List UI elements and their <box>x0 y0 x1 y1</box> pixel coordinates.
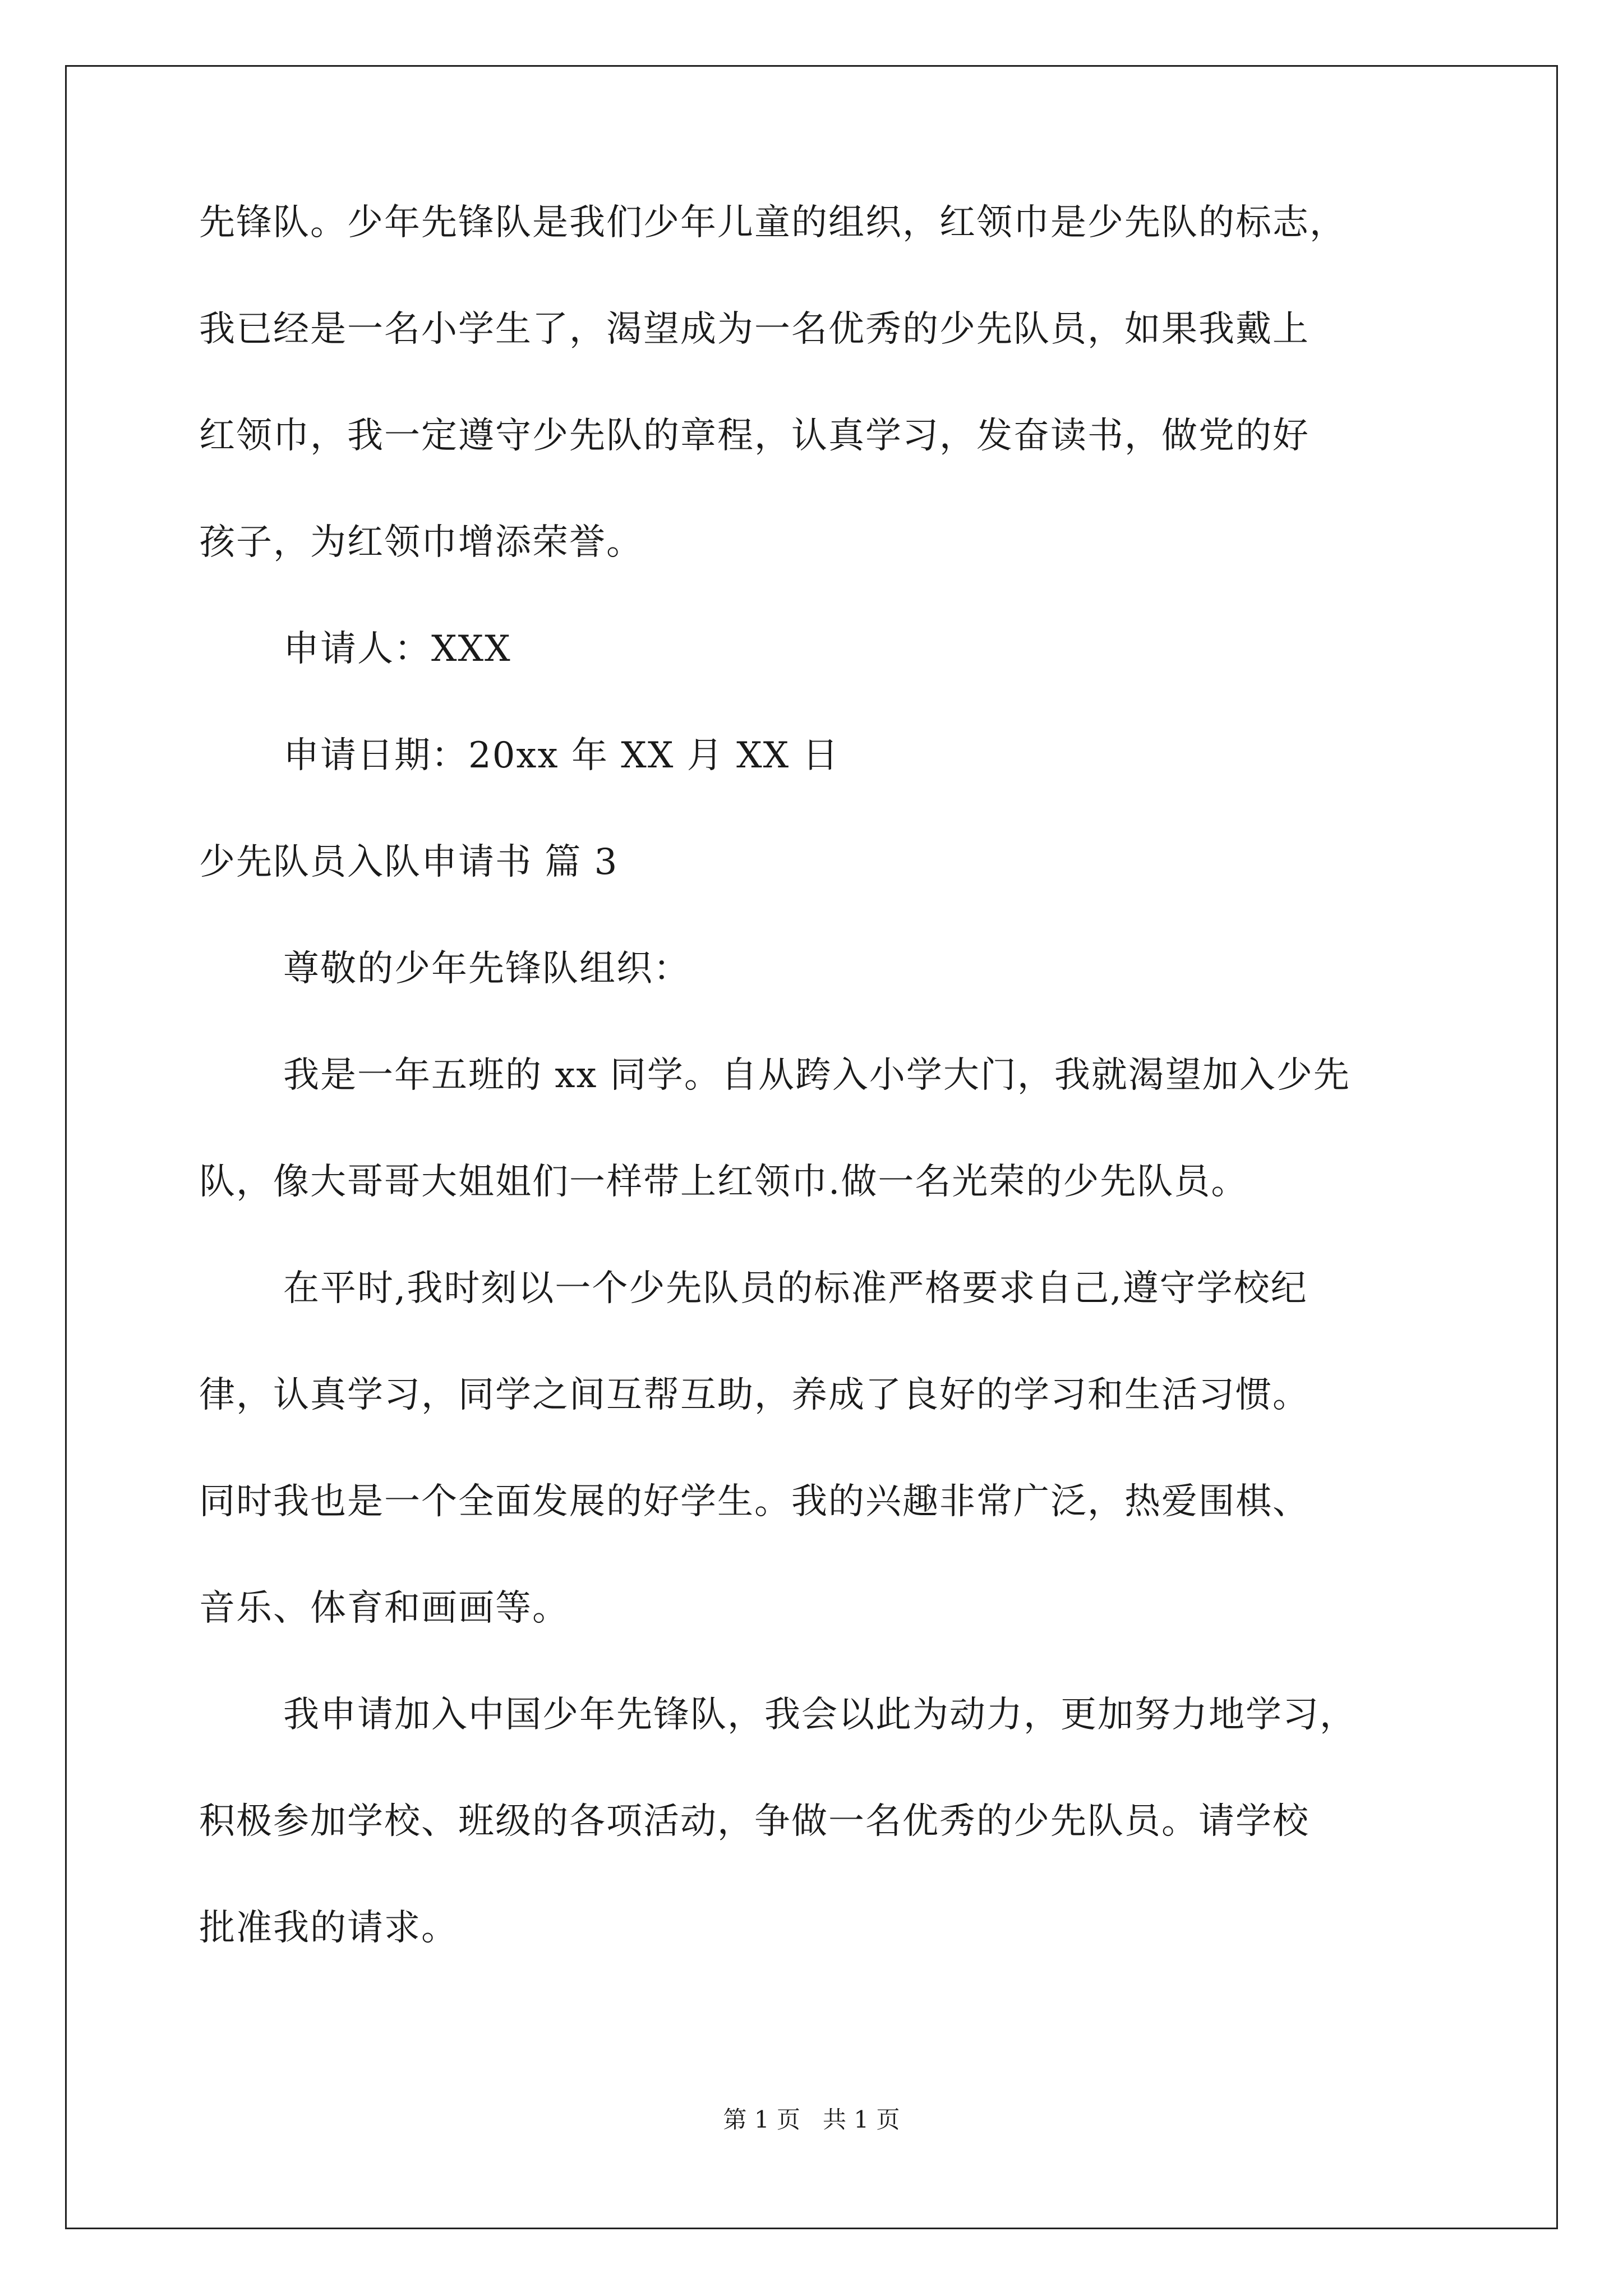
page-number-footer: 第 1 页 共 1 页 <box>723 2106 900 2133</box>
applicant-line: 申请人：XXX <box>283 628 511 670</box>
body-line: 律，认真学习，同学之间互帮互助，养成了良好的学习和生活习惯。 <box>199 1374 1310 1416</box>
body-line: 我已经是一名小学生了，渴望成为一名优秀的少先队员，如果我戴上 <box>199 309 1310 350</box>
salutation: 尊敬的少年先锋队组织： <box>283 948 690 990</box>
application-date-line: 申请日期：20xx 年 XX 月 XX 日 <box>283 735 840 776</box>
body-line: 孩子，为红领巾增添荣誉。 <box>199 522 643 563</box>
body-line: 在平时,我时刻以一个少先队员的标准严格要求自己,遵守学校纪 <box>283 1268 1308 1309</box>
body-line: 先锋队。少年先锋队是我们少年儿童的组织，红领巾是少先队的标志， <box>199 202 1347 243</box>
body-line: 我申请加入中国少年先锋队，我会以此为动力，更加努力地学习， <box>283 1694 1357 1736</box>
body-line: 队，像大哥哥大姐姐们一样带上红领巾.做一名光荣的少先队员。 <box>199 1161 1248 1203</box>
section-heading: 少先队员入队申请书 篇 3 <box>199 841 619 883</box>
body-line: 我是一年五班的 xx 同学。自从跨入小学大门，我就渴望加入少先 <box>283 1055 1350 1096</box>
body-line: 批准我的请求。 <box>199 1907 458 1949</box>
body-line: 音乐、体育和画画等。 <box>199 1588 569 1629</box>
body-line: 红领巾，我一定遵守少先队的章程，认真学习，发奋读书，做党的好 <box>199 415 1310 457</box>
page-border <box>65 65 1558 2229</box>
body-line: 同时我也是一个全面发展的好学生。我的兴趣非常广泛，热爱围棋、 <box>199 1481 1310 1522</box>
body-line: 积极参加学校、班级的各项活动，争做一名优秀的少先队员。请学校 <box>199 1801 1310 1842</box>
